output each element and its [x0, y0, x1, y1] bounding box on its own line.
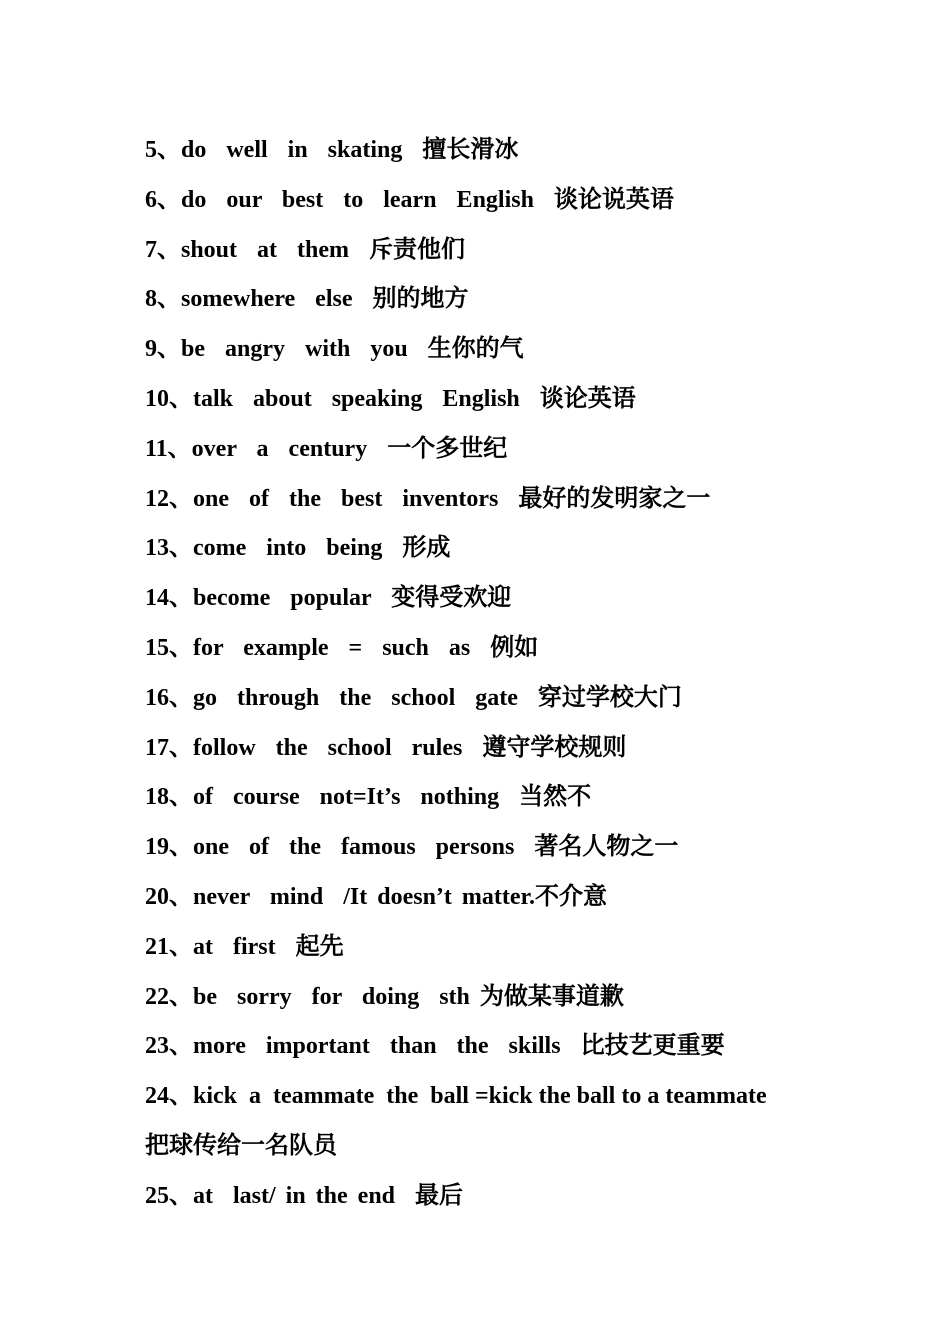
phrase-line-12: 12、one of the best inventors 最好的发明家之一	[145, 485, 711, 512]
phrase-line-11: 11、over a century 一个多世纪	[145, 435, 508, 462]
phrase-line-15: 15、for example = such as 例如	[145, 634, 539, 661]
phrase-line-19: 19、one of the famous persons 著名人物之一	[145, 834, 679, 861]
phrase-line-8: 8、somewhere else 别的地方	[145, 286, 469, 313]
phrase-line-23: 23、more important than the skills 比技艺更重要	[145, 1033, 725, 1060]
phrase-line-18: 18、of course not=It’s nothing 当然不	[145, 784, 592, 811]
phrase-line-20: 20、never mind /It doesn’t matter.不介意	[145, 883, 607, 910]
phrase-line-25: 25、at last/ in the end 最后	[145, 1182, 464, 1209]
phrase-line-5: 5、do well in skating 擅长滑冰	[145, 137, 519, 163]
phrase-line-7: 7、shout at them 斥责他们	[145, 236, 466, 263]
phrase-line-10: 10、talk about speaking English 谈论英语	[145, 385, 636, 412]
phrase-list	[145, 126, 825, 1222]
phrase-line-24: 24、kick a teammate the ball =kick the ball to a teammate	[145, 1083, 767, 1110]
phrase-line-6: 6、do our best to learn English 谈论说英语	[145, 186, 674, 213]
phrase-line-16: 16、go through the school gate 穿过学校大门	[145, 684, 682, 711]
phrase-line-22: 22、be sorry for doing sth 为做某事道歉	[145, 983, 624, 1010]
phrase-line-13: 13、come into being 形成	[145, 535, 451, 562]
phrase-line-17: 17、follow the school rules 遵守学校规则	[145, 734, 627, 761]
phrase-line-24-translation: 把球传给一名队员	[145, 1132, 337, 1159]
phrase-line-9: 9、be angry with you 生你的气	[145, 336, 524, 363]
phrase-line-21: 21、at first 起先	[145, 933, 344, 960]
phrase-line-14: 14、become popular 变得受欢迎	[145, 585, 512, 612]
